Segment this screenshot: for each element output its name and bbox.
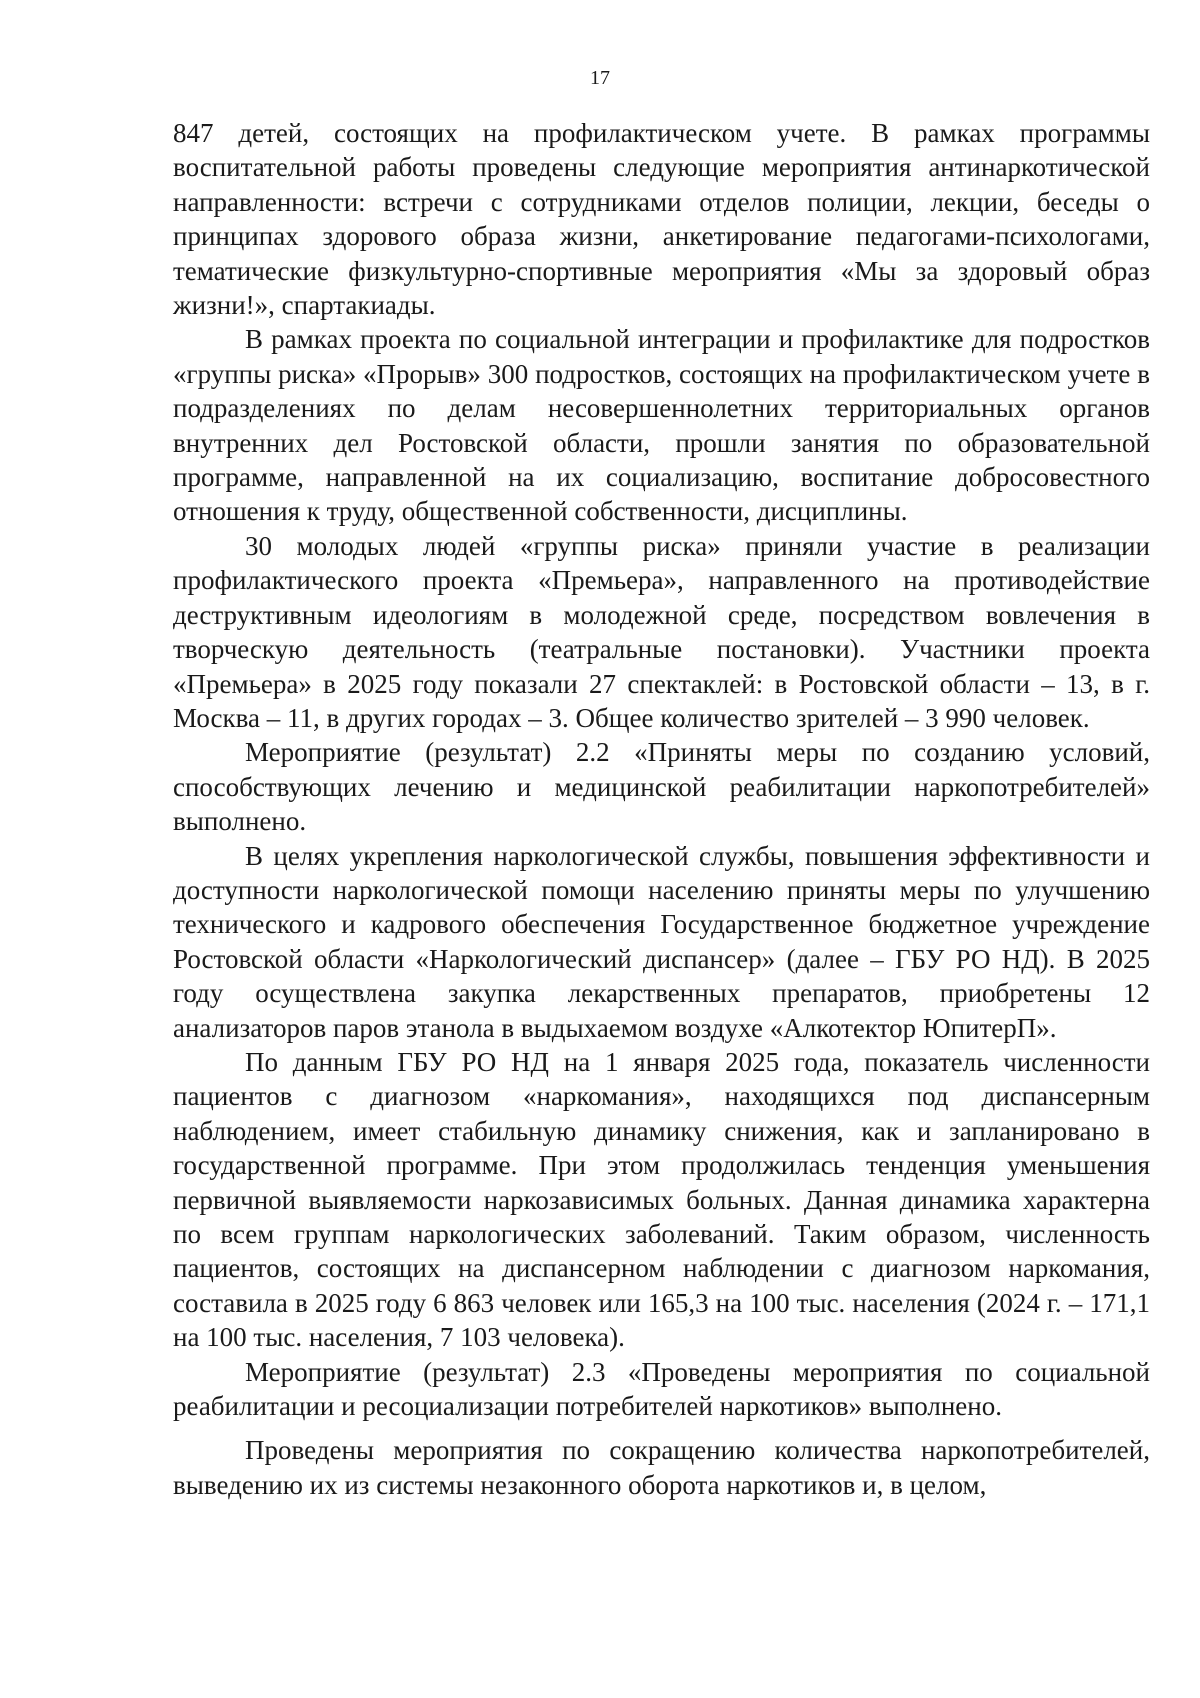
paragraph-narcology-service: В целях укрепления наркологической службы, повышения эффективности и доступности наркологической помощи населению приняты меры по улучшению технического и кадрового обеспечения Государственное бюджетное учреждение Ростовской области «Наркологический диспансер» (далее – ГБУ РО НД). В 2025 году осуществлена закупка лекарственных препаратов, приобретены 12 анализаторов паров этанола в выдыхаемом воздухе «Алкотектор ЮпитерП».	[173, 840, 1150, 1043]
paragraph-patient-statistics: По данным ГБУ РО НД на 1 января 2025 года, показатель численности пациентов с диагнозом «наркомания», находящихся под диспансерным наблюдением, имеет стабильную динамику снижения, как и запланировано в государственной программе. При этом продолжилась тенденция уменьшения первичной выявляемости наркозависимых больных. Данная динамика характерна по всем группам наркологических заболеваний. Таким образом, численность пациентов, состоящих на диспансерном наблюдении с диагнозом наркомания, составила в 2025 году 6 863 человек или 165,3 на 100 тыс. населения (2024 г. – 171,1 на 100 тыс. населения, 7 103 человека).	[173, 1046, 1150, 1353]
paragraph-measure-2-3: Мероприятие (результат) 2.3 «Проведены мероприятия по социальной реабилитации и ресоциализации потребителей наркотиков» выполнено.	[173, 1356, 1150, 1422]
paragraph-project-proryv: В рамках проекта по социальной интеграции и профилактике для подростков «группы риска» «Прорыв» 300 подростков, состоящих на профилактическом учете в подразделениях по делам несовершеннолетних территориальных органов внутренних дел Ростовской области, прошли занятия по образовательной программе, направленной на их социализацию, воспитание добросовестного отношения к труду, общественной собственности, дисциплины.	[173, 324, 1150, 527]
paragraph-measure-2-2: Мероприятие (результат) 2.2 «Приняты меры по созданию условий, способствующих лечению и медицинской реабилитации наркопотребителей» выполнено.	[173, 737, 1150, 837]
body-text	[173, 116, 1150, 1502]
paragraph-rehabilitation-measures: Проведены мероприятия по сокращению количества наркопотребителей, выведению их из системы незаконного оборота наркотиков и, в целом,	[173, 1435, 1150, 1500]
paragraph-children-prevention: 847 детей, состоящих на профилактическом учете. В рамках программы воспитательной работы проведены следующие мероприятия антинаркотической направленности: встречи с сотрудниками отделов полиции, лекции, беседы о принципах здорового образа жизни, анкетирование педагогами-психологами, тематические физкультурно-спортивные мероприятия «Мы за здоровый образ жизни!», спартакиады.	[173, 118, 1150, 321]
paragraph-project-premiera: 30 молодых людей «группы риска» приняли участие в реализации профилактического проекта «Премьера», направленного на противодействие деструктивным идеологиям в молодежной среде, посредством вовлечения в творческую деятельность (театральные постановки). Участники проекта «Премьера» в 2025 году показали 27 спектаклей: в Ростовской области – 13, в г. Москва – 11, в других городах – 3. Общее количество зрителей – 3 990 человек.	[173, 530, 1150, 733]
page-number: 17	[590, 67, 610, 89]
